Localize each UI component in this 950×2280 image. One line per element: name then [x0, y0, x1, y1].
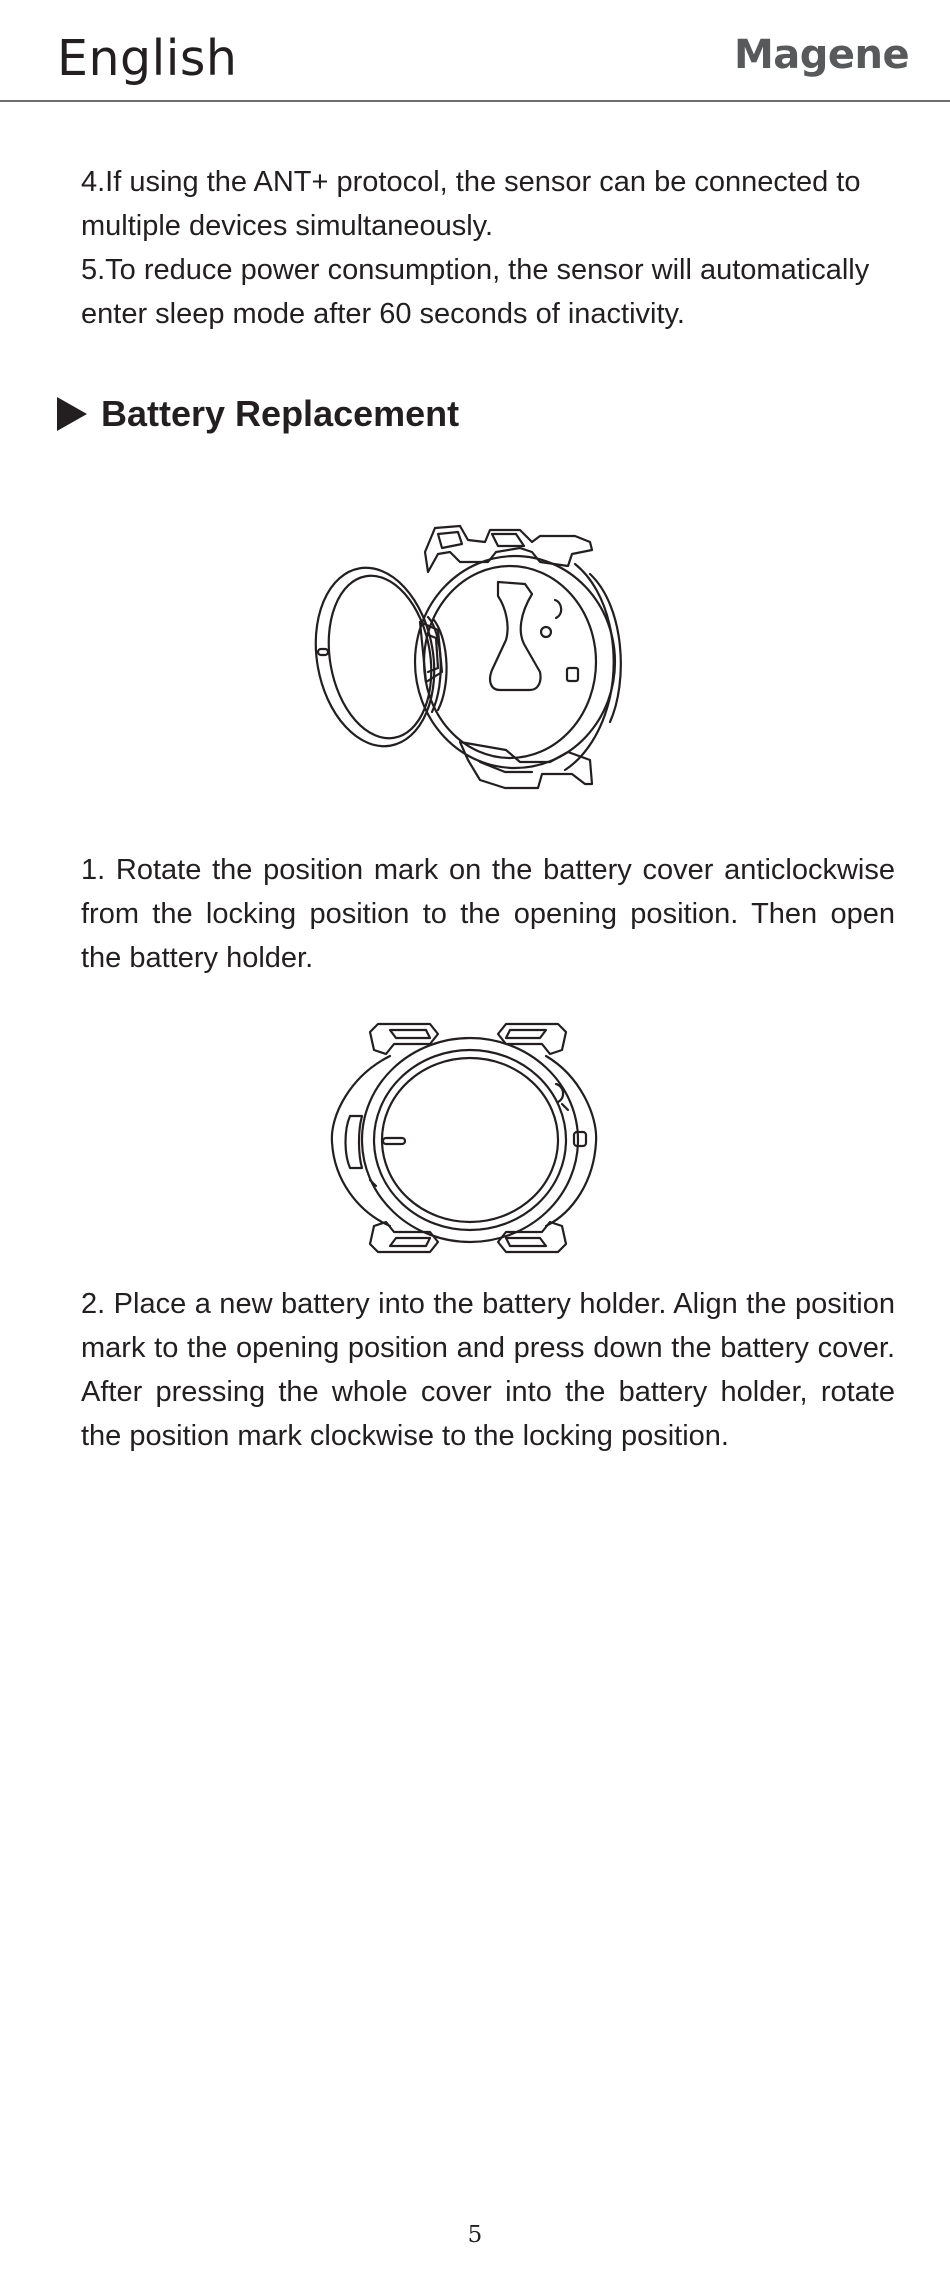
battery-holder-illustration [330, 1020, 606, 1256]
battery-cover-open-illustration [310, 522, 640, 802]
page-header [0, 0, 950, 102]
section-heading [57, 388, 459, 440]
page-number: 5 [467, 2222, 483, 2248]
step-2-text: 2. Place a new battery into the battery holder. Align the position mark to the opening position and press down the battery cover. After pressing the whole cover into the battery holder, rotate the position mark clockwise to the locking position. [81, 1288, 895, 1452]
step-1-text: 1. Rotate the position mark on the battery cover anticlockwise from the locking position to the opening position. Then open the battery holder. [81, 854, 895, 974]
intro-item-5: 5.To reduce power consumption, the sensor will automatically enter sleep mode after 60 seconds of inactivity. [81, 254, 870, 330]
intro-item-4: 4.If using the ANT+ protocol, the sensor can be connected to multiple devices simultaneously. [81, 166, 861, 242]
brand-logo: Magene [734, 32, 910, 78]
page-title: English [57, 30, 238, 87]
section-heading-text: Battery Replacement [101, 393, 460, 434]
triangle-bullet-icon [57, 397, 87, 431]
